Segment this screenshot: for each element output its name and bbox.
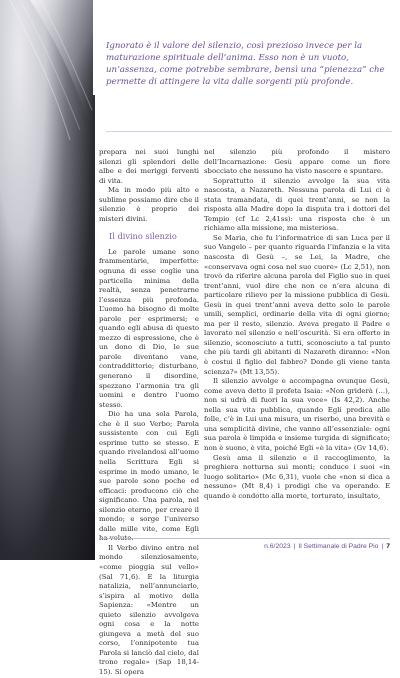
- footer-text: [264, 543, 390, 550]
- column-left: [99, 148, 199, 678]
- paragraph: Gesù ama il silenzio e il raccoglimento, la preghiera notturna sui monti; conduce i suoi «in luogo solitario» (Mc 6,31), vuole che «non si dica a nessuno» (Mt 8,4) i prodigi che va operando. E quando è condotto alla morte, torturato, insultato,: [204, 453, 390, 500]
- paragraph: Le parole umane sono frammentarie, imperfette: ognuna di esse coglie una particella minima della realtà, senza penetrarne l’essenza più profonda. L’uomo ha bisogno di molte parole per esprimersi; e quando egli abusa di questo mezzo di espressione, che è un dono di Dio, le sue parole diventano vane, contraddittorie; disturbano, generano il disordine, spezzano l’armonia tra gli uomini e dentro l’uomo stesso.: [99, 247, 199, 409]
- paragraph: Il silenzio avvolge e accompagna ovunque Gesù, come aveva detto il profeta Isaia: «Non griderà (…), non si udrà di fuori la sua voce» (Is 42,2). Anche nella sua vita pubblica, quando Egli predica alle folle, c’è in Lui una misura, un riserbo, una brevità e una semplicità divine, che vanno all’essenziale: ogni sua parola è limpida e insieme turgida di significato; non è suono, è vita, poiché Egli «è la vita» (Gv 14,6).: [204, 377, 390, 452]
- paragraph: nel silenzio più profondo il mistero dell’Incarnazione: Gesù appare come un fiore sbocciato che nessuno ha visto nascere e spuntare.: [204, 148, 390, 176]
- column-right: [204, 148, 390, 501]
- paragraph: prepara nei suoi lunghi silenzi gli splendori delle albe e dei meriggi ferventi di vita.: [99, 148, 199, 185]
- page-footer: [0, 538, 400, 556]
- quote-divider: [106, 131, 392, 132]
- pull-quote: Ignorato è il valore del silenzio, così prezioso invece per la maturazione spirituale dell’anima. Esso non è un vuoto, un’assenza, come potrebbe sembrare, bensì una “pienezza” che permette di attingere la vita dalle sorgenti più profonde.: [106, 41, 385, 87]
- separator: |: [381, 543, 384, 550]
- paragraph: Se Maria, che fu l’informatrice di san Luca per il suo Vangelo – per quanto riguarda l’infanzia e la vita nascosta di Gesù –, se Lei, la Madre, che «conservava ogni cosa nel suo cuore» (Lc 2,51), non trovò da riferire alcuna parola del Figlio suo in quei trent’anni, vuol dire che non ce n’era alcuna di particolare rilievo per la missione pubblica di Gesù. Gesù in quei trent’anni aveva detto solo le parole umili, semplici, ordinarie della vita di ogni giorno; ma per il resto, silenzio. Aveva pregato il Padre e lavorato nel silenzio e nell’oscurità. Si era offerto in silenzio, sconosciuto a tutti, sconosciuto a tal punto che più tardi gli abitanti di Nazareth diranno: «Non è costui il figlio del fabbro? Donde gli viene tanta scienza?» (Mt 13,55).: [204, 233, 390, 376]
- paragraph: Soprattutto il silenzio avvolge la sua vita nascosta, a Nazareth. Nessuna parola di Lui ci è stata tramandata, di quei trent’anni, se non la risposta alla Madre dopo la disputa tra i dottori del Tempio (cf Lc 2,41ss): una risposta che è un richiamo alla missione, ma misteriosa.: [204, 176, 390, 233]
- paragraph: Dio ha una sola Parola, che è il suo Verbo; Parola sussistente con cui Egli esprime tutto se stesso. E quando rivelandosi all’uomo nella Scrittura Egli si esprime in modo umano, le sue parole sono poche ed efficaci: producono ciò che significano. Una parola, nel silenzio eterno, per creare il mondo; e sorge l’universo dalle mille vite, come Egli: [99, 410, 199, 533]
- divider: [93, 0, 95, 95]
- paragraph: Ma in modo più alto e sublime possiamo dire che il silenzio è proprio dei misteri divini.: [99, 186, 199, 223]
- magazine-name: Il Settimanale di Padre Pio: [298, 543, 379, 550]
- page-number: 7: [386, 543, 390, 550]
- separator: |: [293, 543, 296, 550]
- issue-number: n.6/2023: [264, 543, 291, 550]
- paragraph: Il Verbo divino entra nel mondo silenziosamente, «come pioggia sul vello» (Sal 71,6). E la liturgia natalizia, nell’annunciarlo, s’ispira al motivo della Sapienza: «Mentre un quieto silenzio avvolgeva ogni cosa e la notte giungeva a metà del suo corso, l’onnipotente tua Parola si lanciò dal cielo, dal trono regale» (Sap 18,14-15). Si opera: [99, 543, 199, 676]
- footer-rule: [99, 538, 390, 539]
- section-heading: Il divino silenzio: [109, 231, 177, 242]
- feather-illustration: [0, 0, 95, 560]
- feather-photo: [0, 0, 95, 560]
